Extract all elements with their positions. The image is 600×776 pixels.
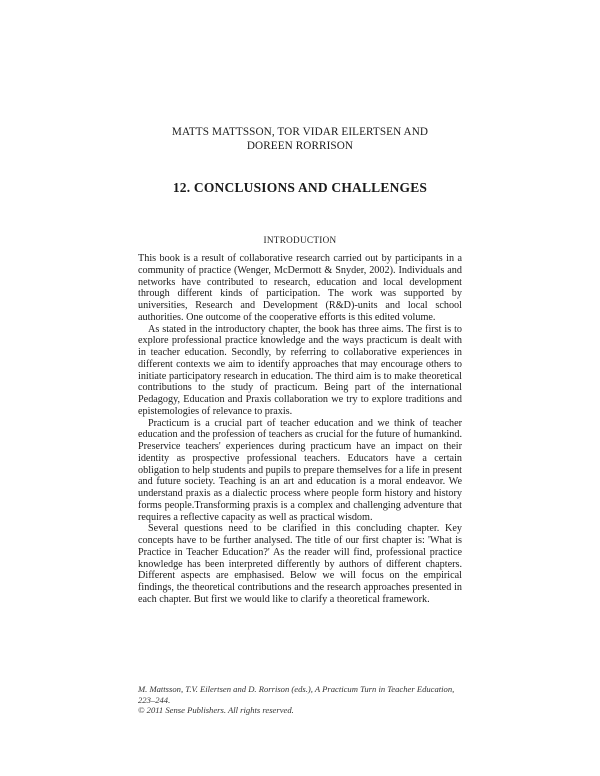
chapter-title: 12. CONCLUSIONS AND CHALLENGES [172, 180, 428, 195]
copyright-line: © 2011 Sense Publishers. All rights reserved. [138, 705, 294, 715]
paragraph-2: As stated in the introductory chapter, the book has three aims. The first is to explore professional practice knowledge and the ways practicum is dealt with in teacher education. Secondly, by referring to collaborative experiences in different contexts we aim to identify approaches that may encourage others to initiate participatory research in education. The third aim is to make theoretical contributions to the study of practicum. Being part of the international Pedagogy, Education and Praxis collaboration we try to explore traditions and epistemologies of relevance to praxis. [138, 323, 462, 417]
section-heading: INTRODUCTION [263, 235, 337, 245]
paragraph-3: Practicum is a crucial part of teacher education and we think of teacher education and the profession of teachers as crucial for the future of humankind. Preservice teachers' experiences during practicum have an impact on their identity as prospective professional teachers. Educators have a certain obligation to help students and pupils to prepare themselves for a life in present and future society. Teaching is an art and education is a moral endeavor. We understand praxis as a dialectic process where people form history and history forms people.Transforming praxis is a complex and challenging adventure that requires a reflective capacity as well as practical wisdom. [138, 417, 462, 523]
body-text [138, 253, 462, 606]
chapter-authors [0, 125, 600, 153]
citation-footer [138, 684, 468, 716]
authors-line-2: DOREEN RORRISON [246, 140, 354, 152]
authors-line-1: MATTS MATTSSON, TOR VIDAR EILERTSEN AND [171, 126, 429, 138]
citation-line: M. Mattsson, T.V. Eilertsen and D. Rorrison (eds.), A Practicum Turn in Teacher Education, 223–244. [138, 684, 455, 705]
paragraph-1: This book is a result of collaborative research carried out by participants in a community of practice (Wenger, McDermott & Snyder, 2002). Individuals and networks have contributed to research, education and local development through different kinds of participation. The work was supported by universities, Research and Development (R&D)-units and local school authorities. One outcome of the cooperative efforts is this edited volume. [138, 253, 462, 323]
paragraph-4: Several questions need to be clarified in this concluding chapter. Key concepts have to be further analysed. The title of our first chapter is: 'What is Practice in Teacher Education?' As the reader will find, professional practice knowledge has been interpreted differently by authors of different chapters. Different aspects are emphasised. Below we will focus on the empirical findings, the theoretical contributions and the research approaches presented in each chapter. But first we would like to clarify a theoretical framework. [138, 523, 462, 605]
